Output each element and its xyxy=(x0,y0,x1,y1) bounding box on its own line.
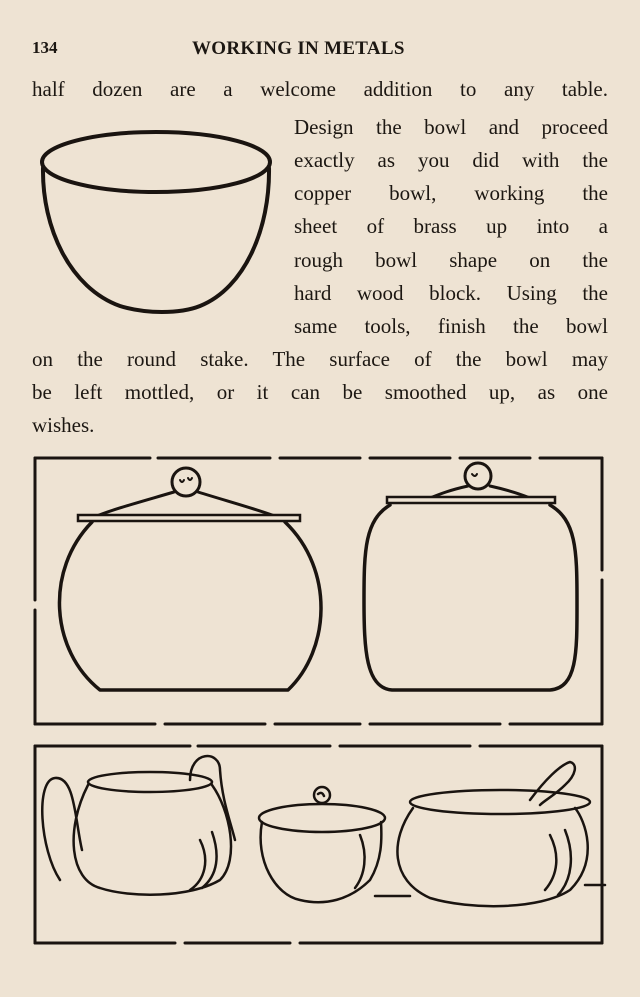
text-line: Design the bowl and proceed xyxy=(294,115,608,139)
text-line: sheet of brass up into a xyxy=(294,214,608,238)
text-line: copper bowl, working the xyxy=(294,181,608,205)
vessels-figure xyxy=(30,740,610,955)
text-line: half dozen are a welcome addition to any table. xyxy=(32,77,608,101)
text-line: hard wood block. Using the xyxy=(294,281,608,305)
text-line: rough bowl shape on the xyxy=(294,248,608,272)
text-line: wishes. xyxy=(32,413,95,437)
two-handled-pot-icon xyxy=(42,756,235,895)
page-number: 134 xyxy=(32,38,58,57)
text-line: on the round stake. The surface of the bowl may xyxy=(32,347,608,371)
round-jar-icon xyxy=(59,468,321,690)
covered-bowl-icon xyxy=(259,787,410,902)
bowl-illustration xyxy=(30,118,280,328)
text-line: exactly as you did with the xyxy=(294,148,608,172)
square-jar-icon xyxy=(364,463,577,690)
text-line: be left mottled, or it can be smoothed up, as one xyxy=(32,380,608,404)
running-head xyxy=(32,38,608,62)
covered-jars-figure xyxy=(30,450,610,730)
running-title: WORKING IN METALS xyxy=(192,38,405,59)
pot-with-spoon-icon xyxy=(397,762,605,906)
text-line: same tools, finish the bowl xyxy=(294,314,608,338)
